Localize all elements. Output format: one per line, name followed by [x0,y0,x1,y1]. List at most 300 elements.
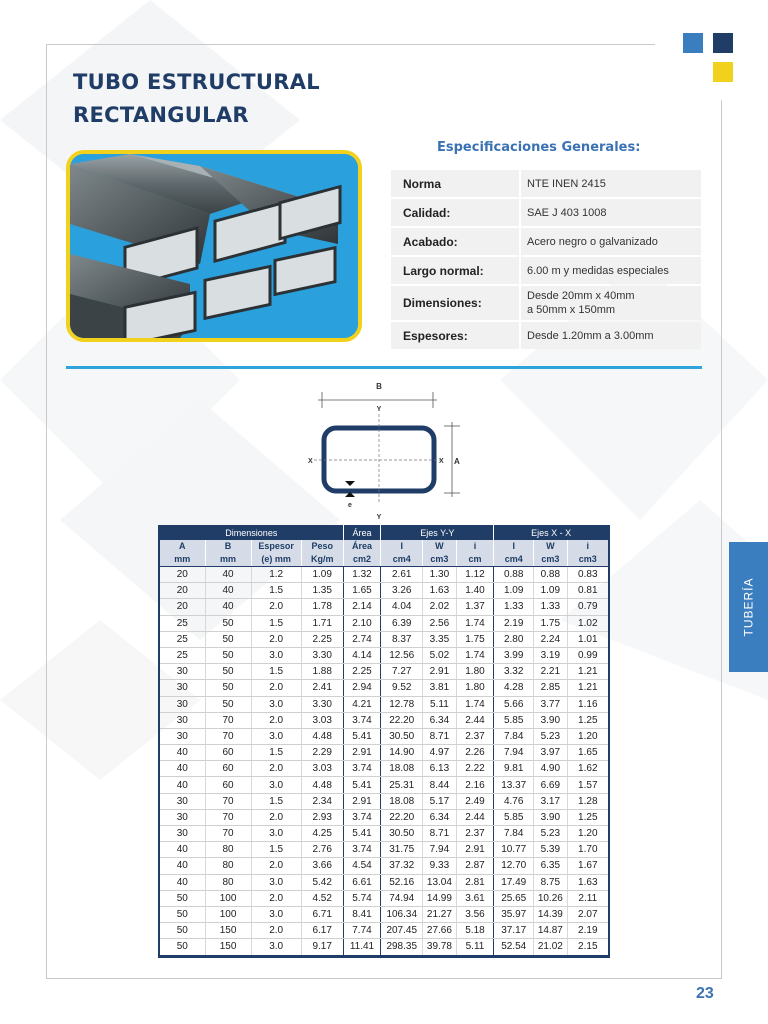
table-cell: 1.75 [456,631,494,647]
table-cell: 2.24 [534,631,567,647]
table-cell: 3.99 [494,647,534,663]
table-cell: 0.99 [567,647,609,663]
table-cell: 6.39 [381,615,423,631]
table-cell: 5.11 [456,939,494,956]
table-row [159,712,609,728]
table-cell: 12.70 [494,858,534,874]
table-cell: 1.5 [251,793,301,809]
table-row [159,842,609,858]
table-cell: 4.48 [301,777,343,793]
table-cell: 106.34 [381,906,423,922]
table-cell: 3.74 [343,809,381,825]
table-cell: 8.71 [423,728,456,744]
table-cell: 10.77 [494,842,534,858]
table-cell: 2.81 [456,874,494,890]
table-cell: 2.91 [456,842,494,858]
table-cell: 2.19 [567,923,609,939]
table-cell: 6.13 [423,761,456,777]
table-cell: 5.11 [423,696,456,712]
table-cell: 3.81 [423,680,456,696]
group-dimensiones: Dimensiones [159,525,343,540]
table-cell: 150 [205,939,251,956]
table-cell: 3.0 [251,777,301,793]
table-cell: 3.03 [301,761,343,777]
col-header: W [534,540,567,553]
col-unit: Kg/m [301,553,343,567]
table-cell: 5.17 [423,793,456,809]
table-cell: 80 [205,858,251,874]
table-cell: 7.84 [494,728,534,744]
col-header: i [567,540,609,553]
label-b: B [376,382,382,391]
table-cell: 3.32 [494,664,534,680]
table-cell: 1.16 [567,696,609,712]
table-cell: 298.35 [381,939,423,956]
table-cell: 50 [205,680,251,696]
table-row [159,874,609,890]
table-cell: 1.30 [423,567,456,583]
table-cell: 8.75 [534,874,567,890]
table-cell: 2.25 [301,631,343,647]
table-cell: 3.74 [343,712,381,728]
table-cell: 25 [159,615,205,631]
table-cell: 2.22 [456,761,494,777]
table-cell: 9.81 [494,761,534,777]
table-cell: 2.0 [251,809,301,825]
table-cell: 5.85 [494,809,534,825]
table-cell: 3.74 [343,761,381,777]
col-unit: cm2 [343,553,381,567]
table-cell: 3.61 [456,890,494,906]
table-cell: 40 [159,745,205,761]
table-cell: 7.84 [494,826,534,842]
spec-table [391,170,701,351]
table-cell: 2.15 [567,939,609,956]
table-cell: 22.20 [381,809,423,825]
table-cell: 13.37 [494,777,534,793]
table-cell: 1.88 [301,664,343,680]
table-cell: 3.0 [251,728,301,744]
spec-row-largo [391,257,701,284]
section-divider [66,366,702,369]
table-cell: 2.91 [343,793,381,809]
table-cell: 25 [159,631,205,647]
dimensions-table [158,525,610,958]
table-cell: 50 [205,664,251,680]
table-cell: 1.67 [567,858,609,874]
table-cell: 50 [205,696,251,712]
col-unit: cm3 [423,553,456,567]
table-cell: 40 [205,583,251,599]
table-cell: 1.71 [301,615,343,631]
table-row [159,647,609,663]
table-row [159,923,609,939]
table-cell: 2.0 [251,680,301,696]
table-cell: 9.52 [381,680,423,696]
spec-label: Norma [403,176,442,191]
table-cell: 4.48 [301,728,343,744]
table-cell: 74.94 [381,890,423,906]
table-cell: 1.62 [567,761,609,777]
table-cell: 1.02 [567,615,609,631]
col-unit: mm [159,553,205,567]
table-cell: 8.44 [423,777,456,793]
table-cell: 37.17 [494,923,534,939]
table-cell: 1.75 [534,615,567,631]
table-cell: 1.40 [456,583,494,599]
table-cell: 40 [159,842,205,858]
table-cell: 4.21 [343,696,381,712]
group-ejes-yy: Ejes Y-Y [381,525,494,540]
table-row [159,777,609,793]
table-row [159,858,609,874]
page-number: 23 [696,985,714,1002]
table-cell: 3.26 [381,583,423,599]
table-cell: 60 [205,777,251,793]
label-x-left: X [308,458,313,465]
table-cell: 11.41 [343,939,381,956]
table-cell: 4.28 [494,680,534,696]
table-cell: 1.25 [567,809,609,825]
table-cell: 40 [159,858,205,874]
table-head [159,525,609,567]
spec-value: NTE INEN 2415 [519,170,701,197]
table-cell: 1.09 [534,583,567,599]
section-side-tab [729,542,768,672]
table-row [159,664,609,680]
table-cell: 3.90 [534,712,567,728]
table-cell: 31.75 [381,842,423,858]
table-cell: 3.03 [301,712,343,728]
table-cell: 4.97 [423,745,456,761]
table-cell: 30 [159,809,205,825]
table-cell: 1.21 [567,664,609,680]
table-cell: 12.78 [381,696,423,712]
table-cell: 100 [205,906,251,922]
table-cell: 150 [205,923,251,939]
table-cell: 2.0 [251,923,301,939]
spec-value: Desde 1.20mm a 3.00mm [519,322,701,349]
table-cell: 1.63 [423,583,456,599]
table-cell: 2.02 [423,599,456,615]
table-cell: 2.93 [301,809,343,825]
table-row [159,745,609,761]
table-cell: 5.18 [456,923,494,939]
table-cell: 1.20 [567,728,609,744]
table-cell: 2.80 [494,631,534,647]
table-cell: 2.16 [456,777,494,793]
table-cell: 27.66 [423,923,456,939]
col-header: W [423,540,456,553]
table-cell: 13.04 [423,874,456,890]
table-cell: 50 [159,939,205,956]
col-unit: cm4 [494,553,534,567]
col-unit: (e) mm [251,553,301,567]
table-cell: 1.12 [456,567,494,583]
table-cell: 9.17 [301,939,343,956]
table-cell: 6.61 [343,874,381,890]
spec-label: Espesores: [403,328,468,343]
table-cell: 5.23 [534,728,567,744]
table-cell: 1.65 [567,745,609,761]
table-cell: 70 [205,826,251,842]
col-header: A [159,540,205,553]
table-cell: 2.29 [301,745,343,761]
spec-row-espesores [391,322,701,349]
table-cell: 52.16 [381,874,423,890]
table-cell: 3.17 [534,793,567,809]
table-cell: 1.33 [494,599,534,615]
table-cell: 5.23 [534,826,567,842]
table-cell: 2.37 [456,826,494,842]
table-cell: 30 [159,712,205,728]
table-cell: 20 [159,599,205,615]
table-cell: 3.56 [456,906,494,922]
table-cell: 1.35 [301,583,343,599]
table-body [159,567,609,957]
table-cell: 1.5 [251,583,301,599]
table-cell: 25.65 [494,890,534,906]
spec-row-calidad [391,199,701,226]
table-cell: 50 [159,906,205,922]
table-cell: 3.30 [301,647,343,663]
label-x-right: X [439,458,444,465]
table-cell: 2.44 [456,712,494,728]
table-cell: 9.33 [423,858,456,874]
spec-value: 6.00 m y medidas especiales [519,257,701,284]
table-cell: 0.88 [494,567,534,583]
col-header: I [381,540,423,553]
table-cell: 2.41 [301,680,343,696]
side-tab-label: TUBERÍA [741,577,756,637]
table-row [159,793,609,809]
table-cell: 70 [205,728,251,744]
table-cell: 30.50 [381,728,423,744]
table-cell: 0.83 [567,567,609,583]
table-cell: 40 [159,761,205,777]
table-cell: 2.61 [381,567,423,583]
spec-row-acabado [391,228,701,255]
deco-square-navy [713,33,733,53]
table-cell: 3.0 [251,647,301,663]
table-cell: 6.34 [423,809,456,825]
table-header-row [159,540,609,553]
table-cell: 4.04 [381,599,423,615]
table-row [159,567,609,583]
col-unit: cm [456,553,494,567]
table-cell: 1.74 [456,615,494,631]
table-cell: 30 [159,664,205,680]
table-cell: 2.91 [423,664,456,680]
group-area: Área [343,525,381,540]
table-cell: 37.32 [381,858,423,874]
table-row [159,728,609,744]
table-cell: 3.0 [251,874,301,890]
table-cell: 2.19 [494,615,534,631]
table-cell: 7.94 [423,842,456,858]
label-y-top: Y [376,406,382,413]
table-cell: 3.77 [534,696,567,712]
table-cell: 22.20 [381,712,423,728]
table-cell: 2.0 [251,599,301,615]
table-cell: 2.34 [301,793,343,809]
table-row [159,890,609,906]
table-cell: 4.25 [301,826,343,842]
table-cell: 14.39 [534,906,567,922]
table-cell: 2.07 [567,906,609,922]
table-row [159,696,609,712]
table-cell: 80 [205,874,251,890]
table-cell: 4.14 [343,647,381,663]
table-row [159,680,609,696]
table-cell: 17.49 [494,874,534,890]
table-cell: 8.41 [343,906,381,922]
table-cell: 8.71 [423,826,456,842]
table-cell: 1.37 [456,599,494,615]
table-cell: 52.54 [494,939,534,956]
table-cell: 2.0 [251,890,301,906]
table-cell: 21.02 [534,939,567,956]
table-cell: 70 [205,809,251,825]
table-cell: 21.27 [423,906,456,922]
table-cell: 30 [159,696,205,712]
table-row [159,939,609,956]
table-cell: 14.99 [423,890,456,906]
page-title [73,66,320,132]
table-cell: 2.94 [343,680,381,696]
table-cell: 20 [159,567,205,583]
table-row [159,906,609,922]
table-cell: 60 [205,745,251,761]
thickness-arrow-down [345,481,355,486]
table-row [159,615,609,631]
table-cell: 1.5 [251,664,301,680]
table-row [159,631,609,647]
table-cell: 40 [205,567,251,583]
group-ejes-xx: Ejes X - X [494,525,609,540]
table-cell: 25 [159,647,205,663]
table-cell: 1.78 [301,599,343,615]
table-cell: 2.49 [456,793,494,809]
label-e: e [348,502,352,509]
table-cell: 1.32 [343,567,381,583]
table-cell: 5.02 [423,647,456,663]
spec-title: Especificaciones Generales: [437,140,641,155]
table-cell: 3.19 [534,647,567,663]
table-cell: 5.41 [343,777,381,793]
table-cell: 30 [159,826,205,842]
table-cell: 14.90 [381,745,423,761]
table-cell: 1.63 [567,874,609,890]
table-cell: 7.74 [343,923,381,939]
title-line-2: RECTANGULAR [73,103,249,127]
table-cell: 1.74 [456,696,494,712]
table-cell: 1.70 [567,842,609,858]
table-cell: 3.66 [301,858,343,874]
spec-label: Calidad: [403,205,451,220]
table-cell: 5.39 [534,842,567,858]
table-row [159,761,609,777]
table-cell: 4.54 [343,858,381,874]
table-cell: 35.97 [494,906,534,922]
table-cell: 1.5 [251,745,301,761]
spec-value: Desde 20mm x 40mm a 50mm x 150mm [519,286,701,320]
table-cell: 6.35 [534,858,567,874]
table-cell: 39.78 [423,939,456,956]
table-cell: 3.0 [251,906,301,922]
table-cell: 2.0 [251,631,301,647]
table-cell: 8.37 [381,631,423,647]
table-cell: 0.79 [567,599,609,615]
table-cell: 2.56 [423,615,456,631]
table-cell: 50 [205,647,251,663]
table-cell: 50 [159,890,205,906]
table-cell: 1.20 [567,826,609,842]
table-cell: 5.74 [343,890,381,906]
table-cell: 1.5 [251,615,301,631]
table-cell: 1.28 [567,793,609,809]
table-cell: 40 [205,599,251,615]
table-cell: 1.25 [567,712,609,728]
table-cell: 5.41 [343,826,381,842]
table-cell: 7.27 [381,664,423,680]
table-cell: 25.31 [381,777,423,793]
table-cell: 14.87 [534,923,567,939]
table-cell: 2.21 [534,664,567,680]
table-cell: 50 [159,923,205,939]
table-cell: 0.81 [567,583,609,599]
table-cell: 1.09 [494,583,534,599]
table-cell: 2.26 [456,745,494,761]
table-cell: 2.0 [251,858,301,874]
table-cell: 50 [205,615,251,631]
table-row [159,583,609,599]
table-cell: 3.30 [301,696,343,712]
col-header: Peso [301,540,343,553]
table-cell: 1.09 [301,567,343,583]
spec-label: Dimensiones: [403,296,482,310]
product-photo [66,150,362,342]
table-cell: 6.71 [301,906,343,922]
table-cell: 10.26 [534,890,567,906]
table-cell: 1.2 [251,567,301,583]
table-cell: 5.85 [494,712,534,728]
col-unit: cm4 [381,553,423,567]
table-cell: 4.52 [301,890,343,906]
table-cell: 207.45 [381,923,423,939]
table-cell: 40 [159,874,205,890]
table-cell: 60 [205,761,251,777]
table-cell: 20 [159,583,205,599]
col-header: Espesor [251,540,301,553]
table-cell: 80 [205,842,251,858]
table-cell: 3.0 [251,696,301,712]
col-unit: cm3 [534,553,567,567]
spec-value: SAE J 403 1008 [519,199,701,226]
table-cell: 1.33 [534,599,567,615]
table-cell: 2.0 [251,761,301,777]
spec-row-norma [391,170,701,197]
table-cell: 2.85 [534,680,567,696]
table-unit-row [159,553,609,567]
table-cell: 1.57 [567,777,609,793]
table-cell: 3.35 [423,631,456,647]
table-cell: 12.56 [381,647,423,663]
table-cell: 5.41 [343,728,381,744]
table-cell: 2.76 [301,842,343,858]
table-row [159,599,609,615]
col-header: Área [343,540,381,553]
